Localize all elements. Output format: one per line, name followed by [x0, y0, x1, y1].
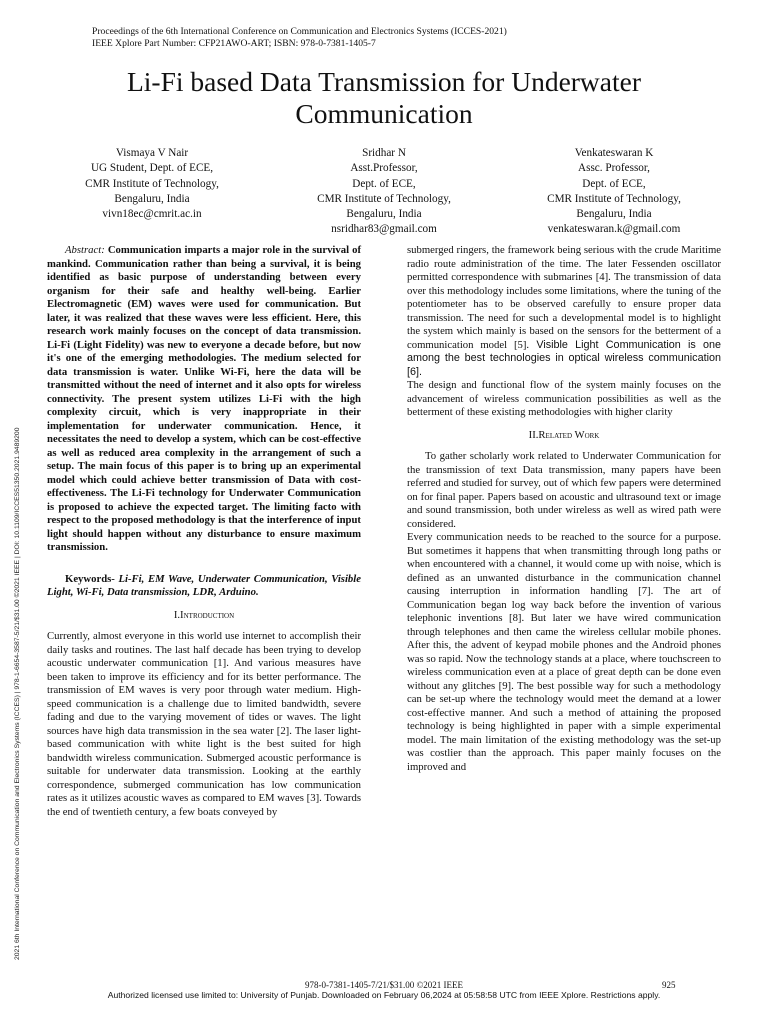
- section-heading-introduction: I.Introduction: [173, 608, 235, 621]
- author-block-1: [52, 146, 252, 222]
- conference-header: [92, 26, 507, 50]
- author-city: Bengaluru, India: [576, 208, 652, 221]
- author-email: nsridhar83@gmail.com: [331, 223, 437, 236]
- side-doi-banner: 2021 6th International Conference on Communication and Electronics Systems (ICCES) | 978-1-6654-3587-5/21/$31.00 ©2021 IEEE | DOI: 10.1109/ICCES51350.2021.9489200: [14, 427, 21, 960]
- section-heading-related-work: II.Related Work: [528, 428, 600, 441]
- author-block-2: [284, 146, 484, 238]
- header-line-1: Proceedings of the 6th International Conference on Communication and Electronics Systems (ICCES-2021): [92, 26, 507, 37]
- author-email: venkateswaran.k@gmail.com: [547, 223, 681, 236]
- intro-continued-paragraph: [407, 244, 721, 379]
- author-role: Asst.Professor,: [350, 162, 418, 175]
- paper-title: [0, 66, 768, 130]
- author-dept: Dept. of ECE,: [582, 177, 646, 190]
- intro-continued-text: submerged ringers, the framework being serious with the crude Maritime radio route administration of the time. The later Fessenden oscillator permitted correspondence with submarines [4]. The transmission of data over this methodology includes some limitations, where the tuning of the potentiometer has to be observed carefully to ensure proper data transmission. The need for such a developmental model is to highlight the system which mainly is based on the sensors for the betterment of a communication model [5].: [407, 244, 721, 351]
- author-block-3: [514, 146, 714, 238]
- header-line-2: IEEE Xplore Part Number: CFP21AWO-ART; ISBN: 978-0-7381-1405-7: [92, 38, 376, 49]
- author-institute: CMR Institute of Technology,: [317, 192, 451, 205]
- design-flow-paragraph: The design and functional flow of the system mainly focuses on the advancement of wireless communication possibilities as well as the betterment of these existing methodologies with higher clarity: [407, 379, 721, 418]
- page-number: 925: [662, 980, 676, 990]
- author-role: Assc. Professor,: [578, 162, 650, 175]
- abstract: [47, 244, 361, 555]
- author-name: Sridhar N: [362, 147, 406, 159]
- introduction-paragraph: Currently, almost everyone in this world use internet to accomplish their daily tasks and routines. The last half decade has been trying to develop acoustic underwater communication [1]. And various measures have been taken to improve its efficiency and for its better performance. The transmission of EM waves is very poor through water medium. High-speed communication is a challenge due to limited bandwidth, severe fading and due to the varying movement of tides or waves. The light sources have high data transmission in the sea water [2]. The laser light-based communication with white light is the best suited for high bandwidth wireless communication. Submerged acoustic performance is suitable for underwater data transmission. Looking at the earthly correspondence, submerged communication has low communication rates as it utilizes acoustic waves as compared to EM waves [3]. Towards the end of twentieth century, a few boats conveyed by: [47, 630, 361, 818]
- related-work-paragraph-2: Every communication needs to be reached to the source for a purpose. But sometimes it happens that when transmitting through long paths or when encountered with a channel, it would come up with noise, which is defined as an unwanted disturbance in the communication channel causing interruption in information handling [7]. The art of Communication began log way back before the invention of various telephonic inventions [8]. But later we have wired communication through telephones and then came the wireless cellular mobile phones. After this, the advent of keypad mobile phones and the Android phones was so rapid. Now the technology stands at a place, where touchscreen to wireless communication even at a place of great depth can be done even without any glitches [9]. The best possible way for such a methodology can be set-up where the technology would meet the demand at a lower cost-effective manner. And such a method of attaining the proposed technology is being highlighted in paper with a simple experimental model. The main limitation of the existing methodology was the set-up was costlier than the approach. This paper mainly focuses on the improved and: [407, 531, 721, 773]
- abstract-label: Abstract:: [65, 244, 105, 256]
- author-city: Bengaluru, India: [114, 192, 190, 205]
- author-name: Vismaya V Nair: [115, 147, 189, 159]
- author-city: Bengaluru, India: [346, 208, 422, 221]
- author-email: vivn18ec@cmrit.ac.in: [102, 208, 202, 221]
- author-dept: Dept. of ECE,: [352, 177, 416, 190]
- copyright-line: 978-0-7381-1405-7/21/$31.00 ©2021 IEEE: [304, 980, 464, 990]
- related-work-paragraph-1: To gather scholarly work related to Underwater Communication for the transmission of text Data transmission, many papers have been referred and studied for survey, out of which few papers were determined on for final paper. Papers based on acoustic and ultrasound text or image and sound transmission, both under wireless as well as wired path were considered.: [407, 450, 721, 530]
- abstract-text: Communication imparts a major role in the survival of mankind. Communication rather than being a survival, it is being identified as basic purpose of understanding between every organism for their safe and healthy well-being. Earlier Electromagnetic (EM) waves were used for communication. But later, it was realized that these waves were less efficient. Here, this research work mainly focuses on the concept of data transmission. Li-Fi (Light Fidelity) was new to everyone a decade before, but now it's one of the emerging methodologies. The medium selected for data transmission is water. Unlike Wi-Fi, here the data will be transmitted without the need of internet and it also opts for wireless connectivity. The present system utilizes Li-Fi with the high complexity circuit, which is very inappropriate in their implementation for underwater communication. Hence, it necessitates the need to develop a system, which can be cost-effective as well as reduced area complexity in the arrangement of such a setup. The main focus of this paper is to bring up an experimental model which could achieve better transmission of Data with cost-effectiveness. The Li-Fi technology for Underwater Communication is proposed to achieve the expected target. The limiting facto with respect to the proposed methodology is that the interference of input light should happen without any disturbance to ensure maximum transmission.: [47, 244, 362, 553]
- intro-continued-vlc-text: Visible Light Communication is one among the best technologies in optical wireless communication [6].: [407, 338, 722, 378]
- author-name: Venkateswaran K: [574, 147, 654, 159]
- license-notice: Authorized licensed use limited to: University of Punjab. Downloaded on February 06,2024 at 05:58:58 UTC from IEEE Xplore. Restrictions apply.: [107, 990, 661, 1000]
- title-line-2: Communication: [295, 98, 473, 129]
- title-line-1: Li-Fi based Data Transmission for Underwater: [126, 66, 641, 97]
- author-institute: CMR Institute of Technology,: [547, 192, 681, 205]
- keywords: [47, 573, 361, 600]
- author-role: UG Student, Dept. of ECE,: [90, 162, 214, 175]
- keywords-text: Li-Fi, EM Wave, Underwater Communication, Visible Light, Wi-Fi, Data transmission, LDR, Arduino.: [47, 572, 361, 598]
- left-column: [47, 244, 361, 819]
- right-column: [407, 244, 721, 774]
- keywords-label: Keywords-: [65, 572, 115, 585]
- author-institute: CMR Institute of Technology,: [85, 177, 219, 190]
